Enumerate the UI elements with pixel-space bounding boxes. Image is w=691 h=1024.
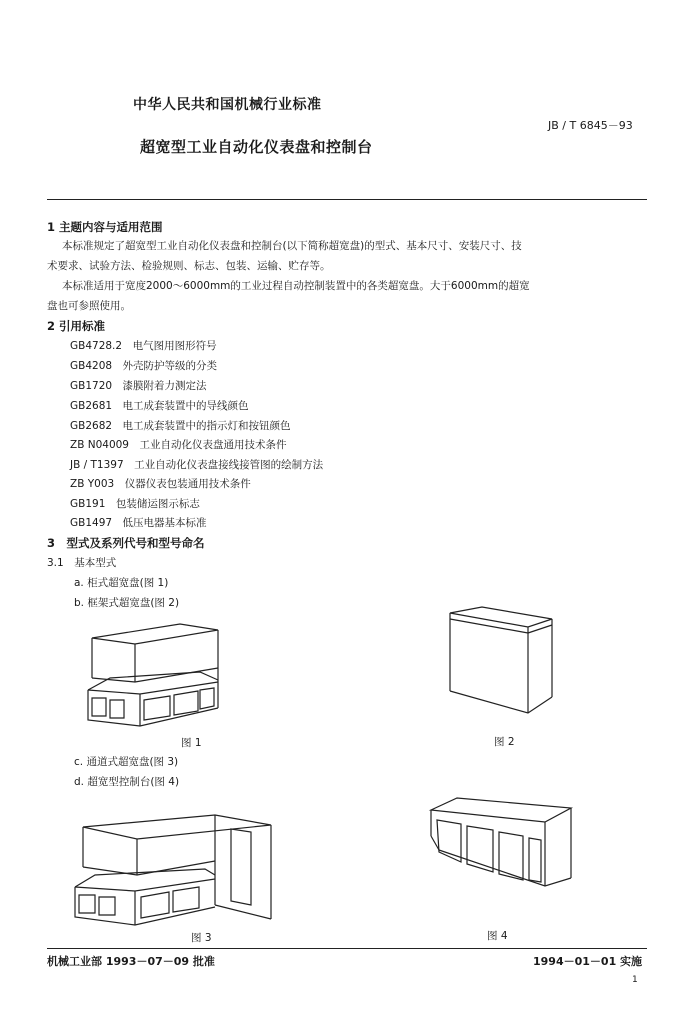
approval-date: 机械工业部 1993－07－09 批准 [47, 955, 215, 968]
section-2-heading: 2 引用标准 [47, 319, 106, 333]
section-1-para-1-line-2: 术要求、试验方法、检验规则、标志、包装、运输、贮存等。 [47, 260, 331, 272]
header-divider [47, 199, 647, 200]
reference-item: ZB N04009 工业自动化仪表盘通用技术条件 [70, 439, 287, 451]
reference-item: GB191 包装储运图示标志 [70, 498, 200, 510]
reference-item: JB / T1397 工业自动化仪表盘接线接管图的绘制方法 [70, 459, 324, 471]
effective-date: 1994－01－01 实施 [533, 955, 643, 968]
page-number: 1 [632, 975, 638, 985]
type-item-d: d. 超宽型控制台(图 4) [74, 776, 180, 788]
figure-1-drawing [80, 610, 230, 735]
section-1-para-1-line-1: 本标准规定了超宽型工业自动化仪表盘和控制台(以下简称超宽盘)的型式、基本尺寸、安装尺寸、技 [62, 240, 522, 252]
section-3-1-heading: 3.1 基本型式 [47, 557, 117, 569]
figure-3-drawing [65, 795, 280, 930]
document-title: 超宽型工业自动化仪表盘和控制台 [140, 138, 373, 156]
figure-4-drawing [425, 792, 575, 897]
section-3-heading: 3 型式及系列代号和型号命名 [47, 536, 205, 550]
figure-2-drawing [440, 605, 560, 730]
figure-2-caption: 图 2 [494, 736, 515, 748]
reference-item: GB1497 低压电器基本标准 [70, 517, 207, 529]
type-item-a: a. 柜式超宽盘(图 1) [74, 577, 169, 589]
section-1-para-2-line-2: 盘也可参照使用。 [47, 300, 131, 312]
type-item-c: c. 通道式超宽盘(图 3) [74, 756, 179, 768]
figure-3-caption: 图 3 [191, 932, 212, 944]
section-1-heading: 1 主题内容与适用范围 [47, 220, 163, 234]
reference-item: GB4728.2 电气图用图形符号 [70, 340, 217, 352]
standard-body: 中华人民共和国机械行业标准 [133, 97, 322, 113]
standard-number: JB / T 6845－93 [548, 119, 633, 132]
figure-1-caption: 图 1 [181, 737, 202, 749]
reference-item: ZB Y003 仪器仪表包装通用技术条件 [70, 478, 251, 490]
figure-4-caption: 图 4 [487, 930, 508, 942]
reference-item: GB1720 漆膜附着力测定法 [70, 380, 207, 392]
type-item-b: b. 框架式超宽盘(图 2) [74, 597, 180, 609]
reference-item: GB4208 外壳防护等级的分类 [70, 360, 218, 372]
section-1-para-2-line-1: 本标准适用于宽度2000～6000mm的工业过程自动控制装置中的各类超宽盘。大于6000mm的超宽 [62, 280, 530, 292]
footer-divider [47, 948, 647, 949]
reference-item: GB2681 电工成套装置中的导线颜色 [70, 400, 249, 412]
reference-item: GB2682 电工成套装置中的指示灯和按钮颜色 [70, 420, 291, 432]
